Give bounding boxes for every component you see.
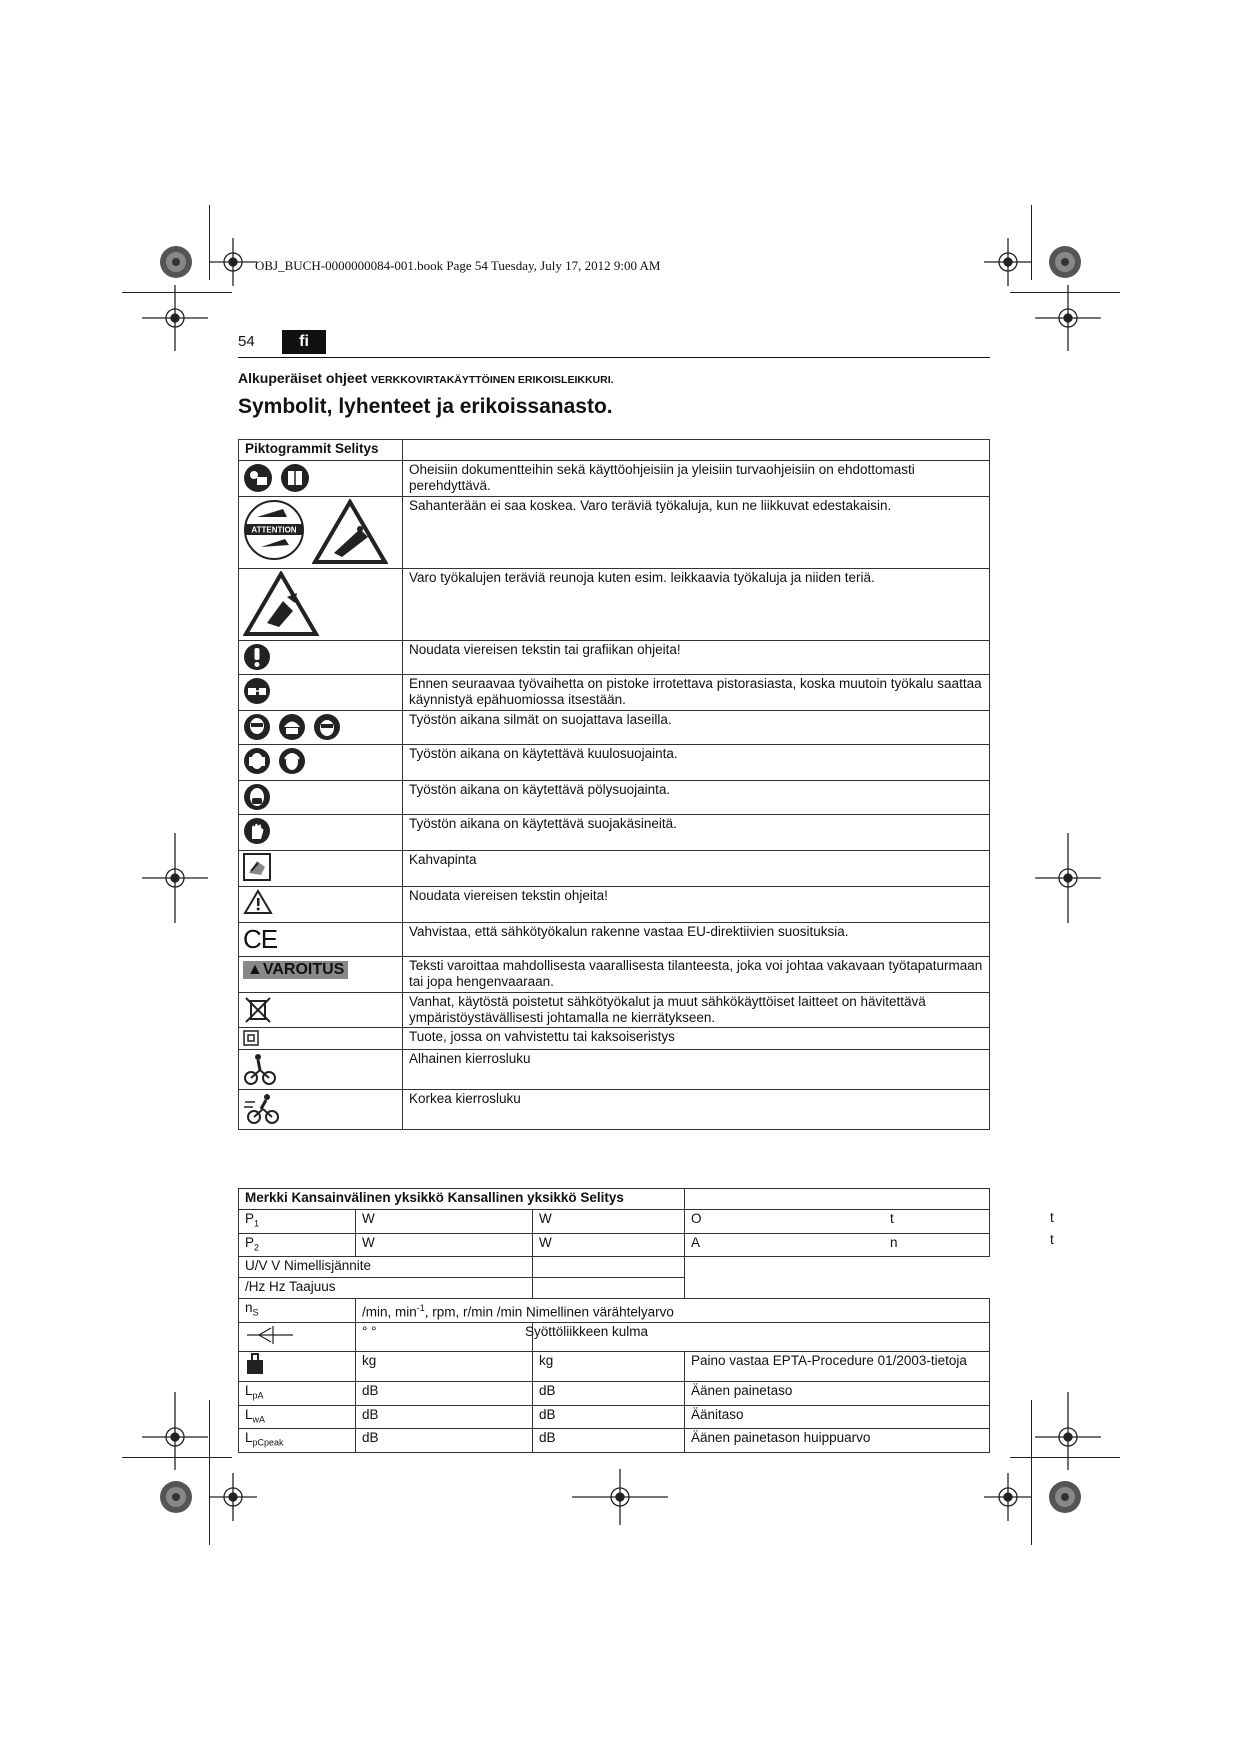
row-text: Ennen seuraavaa työvaihetta on pistoke irrotettava pistorasiasta, koska muutoin työkalu saattaa käynnistyä epähuomiossa itsestään. xyxy=(403,675,990,711)
symbol-cell xyxy=(239,1323,356,1352)
row-text: Varo työkalujen teräviä reunoja kuten esim. leikkaavia työkaluja ja niiden teriä. xyxy=(403,569,990,641)
table-header: Merkki Kansainvälinen yksikkö Kansallinen yksikkö Selitys xyxy=(239,1189,685,1210)
desc-cell: Äänitaso xyxy=(685,1405,990,1429)
units-table xyxy=(238,1188,990,1453)
table-row xyxy=(239,1028,990,1050)
original-lead: Alkuperäiset ohjeet xyxy=(238,370,372,386)
icon-cell xyxy=(239,1050,403,1090)
icon-cell xyxy=(239,923,403,957)
desc-cell: Paino vastaa EPTA-Procedure 01/2003-tietoja xyxy=(685,1352,990,1382)
row-text: Sahanterään ei saa koskea. Varo teräviä työkaluja, kun ne liikkuvat edestakaisin. xyxy=(403,497,990,569)
table-row xyxy=(239,781,990,815)
table-row xyxy=(239,569,990,641)
symbol-cell: $L_{wA}$ xyxy=(239,1405,356,1429)
crossed-bin-icon xyxy=(243,995,273,1025)
attention-saw-icon xyxy=(243,499,305,561)
ce-mark-icon: CE xyxy=(243,924,278,954)
desc-cell: A n xyxy=(685,1233,990,1257)
intl-unit-cell: dB xyxy=(356,1405,533,1429)
table-header: Piktogrammit Selitys xyxy=(239,440,403,461)
weight-icon xyxy=(245,1353,265,1375)
symbol-cell: $L_{pCpeak}$ xyxy=(239,1429,356,1453)
original-smallcaps: VERKKOVIRTAKÄYTTÖINEN ERIKOISLEIKKURI. xyxy=(371,374,614,386)
icon-cell xyxy=(239,675,403,711)
nat-unit-cell: dB xyxy=(533,1382,685,1406)
icon-cell xyxy=(239,993,403,1028)
symbol-cell: $L_{pA}$ xyxy=(239,1382,356,1406)
symbol-cell: $P_1$ xyxy=(239,1210,356,1234)
row-text: Noudata viereisen tekstin tai grafiikan ohjeita! xyxy=(403,641,990,675)
table-row xyxy=(239,1257,990,1278)
icon-cell xyxy=(239,1028,403,1050)
language-tag: fi xyxy=(282,330,326,354)
table-row xyxy=(239,711,990,745)
icon-cell xyxy=(239,781,403,815)
gloves-icon xyxy=(243,817,271,845)
read-manual-icon xyxy=(243,463,273,493)
icon-cell xyxy=(239,815,403,851)
intl-unit-cell: ° ° xyxy=(356,1323,533,1352)
icon-cell xyxy=(239,497,403,569)
table-row xyxy=(239,887,990,923)
book-header: OBJ_BUCH-0000000084-001.book Page 54 Tuesday, July 17, 2012 9:00 AM xyxy=(255,258,661,273)
nat-unit-cell: W xyxy=(533,1210,685,1234)
table-row xyxy=(239,497,990,569)
merged-row-text: U/V V Nimellisjännite xyxy=(239,1257,533,1278)
intl-unit-cell: kg xyxy=(356,1352,533,1382)
varoitus-label: VAROITUS xyxy=(262,961,345,978)
original-instructions-line xyxy=(238,370,614,386)
icon-cell xyxy=(239,887,403,923)
intl-unit-cell: W xyxy=(356,1233,533,1257)
stray-char: t xyxy=(1050,1232,1054,1247)
icon-cell xyxy=(239,1090,403,1130)
table-row xyxy=(239,1382,990,1406)
exclamation-circle-icon xyxy=(243,643,271,671)
table-row xyxy=(239,675,990,711)
intl-unit-cell: W xyxy=(356,1210,533,1234)
page-number: 54 xyxy=(238,333,255,350)
section-title: Symbolit, lyhenteet ja erikoissanasto. xyxy=(238,395,613,418)
row-text: Työstön aikana on käytettävä kuulosuojainta. xyxy=(403,745,990,781)
row-text: Alhainen kierrosluku xyxy=(403,1050,990,1090)
row-text: Oheisiin dokumentteihin sekä käyttöohjeisiin ja yleisiin turvaohjeisiin on ehdottomasti perehdyttävä. xyxy=(403,461,990,497)
stray-char: t xyxy=(1050,1210,1054,1225)
icon-cell xyxy=(239,957,403,993)
icon-cell xyxy=(239,711,403,745)
symbol-cell: $P_2$ xyxy=(239,1233,356,1257)
header-rule xyxy=(238,357,990,358)
row-text: Työstön aikana on käytettävä pölysuojainta. xyxy=(403,781,990,815)
varoitus-banner-icon: ▲VAROITUS xyxy=(243,961,348,979)
feed-angle-icon xyxy=(245,1324,295,1346)
table-row xyxy=(239,1405,990,1429)
table-row xyxy=(239,1210,990,1234)
table-row xyxy=(239,993,990,1028)
slow-bike-icon xyxy=(243,1052,277,1086)
intl-unit-cell: dB xyxy=(356,1382,533,1406)
table-header-row xyxy=(239,1189,990,1210)
merged-row-text: /min, $\min^{-1}$, rpm, r/min /min Nimellinen värähtelyarvo xyxy=(356,1299,990,1323)
symbol-cell: $n_S$ xyxy=(239,1299,356,1323)
attention-label: ATTENTION xyxy=(251,525,297,535)
double-insulation-icon xyxy=(243,1030,259,1046)
table-row xyxy=(239,1090,990,1130)
icon-cell xyxy=(239,569,403,641)
icon-cell xyxy=(239,851,403,887)
pictogram-table xyxy=(238,439,990,1130)
table-row xyxy=(239,1050,990,1090)
dust-mask-icon xyxy=(243,783,271,811)
row-text: Työstön aikana silmät on suojattava laseilla. xyxy=(403,711,990,745)
row-text: Teksti varoittaa mahdollisesta vaarallisesta tilanteesta, joka voi johtaa vakavaan työtapaturmaan tai jopa hengenvaaraan. xyxy=(403,957,990,993)
goggles-icon xyxy=(313,713,341,741)
table-row xyxy=(239,957,990,993)
intl-unit-cell: dB xyxy=(356,1429,533,1453)
nat-unit-cell: dB xyxy=(533,1405,685,1429)
helmet-visor-icon xyxy=(278,713,306,741)
desc-cell: Äänen painetason huippuarvo xyxy=(685,1429,990,1453)
row-text: Kahvapinta xyxy=(403,851,990,887)
desc-cell: Äänen painetaso xyxy=(685,1382,990,1406)
fast-bike-icon xyxy=(243,1092,283,1126)
row-text: Vanhat, käytöstä poistetut sähkötyökalut ja muut sähkökäyttöiset laitteet on hävitettävä ympäristöystävällisesti johtamalla ne kierrätykseen. xyxy=(403,993,990,1028)
unplug-icon xyxy=(243,677,271,705)
row-text: Työstön aikana on käytettävä suojakäsineitä. xyxy=(403,815,990,851)
row-text: Tuote, jossa on vahvistettu tai kaksoiseristys xyxy=(403,1028,990,1050)
desc-cell: Syöttöliikkeen kulma xyxy=(533,1323,990,1352)
table-row xyxy=(239,1299,990,1323)
nat-unit-cell: dB xyxy=(533,1429,685,1453)
table-row xyxy=(239,1352,990,1382)
ear-protection-icon xyxy=(278,747,306,775)
table-row xyxy=(239,815,990,851)
warning-triangle-blade-icon xyxy=(312,499,388,565)
table-row xyxy=(239,1429,990,1453)
warning-triangle-icon xyxy=(243,889,273,915)
table-row xyxy=(239,745,990,781)
ear-muffs-icon xyxy=(243,747,271,775)
row-text: Korkea kierrosluku xyxy=(403,1090,990,1130)
table-row xyxy=(239,461,990,497)
icon-cell xyxy=(239,745,403,781)
row-text: Noudata viereisen tekstin ohjeita! xyxy=(403,887,990,923)
book-icon xyxy=(280,463,310,493)
grip-surface-icon xyxy=(243,853,271,881)
icon-cell xyxy=(239,641,403,675)
table-row xyxy=(239,851,990,887)
table-row xyxy=(239,1323,990,1352)
table-row xyxy=(239,641,990,675)
row-text: Vahvistaa, että sähkötyökalun rakenne vastaa EU-direktiivien suosituksia. xyxy=(403,923,990,957)
table-row xyxy=(239,923,990,957)
merged-row-text: /Hz Hz Taajuus xyxy=(239,1278,533,1299)
table-header-row xyxy=(239,440,990,461)
face-shield-icon xyxy=(243,713,271,741)
nat-unit-cell: kg xyxy=(533,1352,685,1382)
nat-unit-cell: W xyxy=(533,1233,685,1257)
table-row xyxy=(239,1278,990,1299)
icon-cell xyxy=(239,461,403,497)
desc-cell: O t xyxy=(685,1210,990,1234)
table-row xyxy=(239,1233,990,1257)
symbol-cell xyxy=(239,1352,356,1382)
warning-triangle-hand-icon xyxy=(243,571,319,637)
